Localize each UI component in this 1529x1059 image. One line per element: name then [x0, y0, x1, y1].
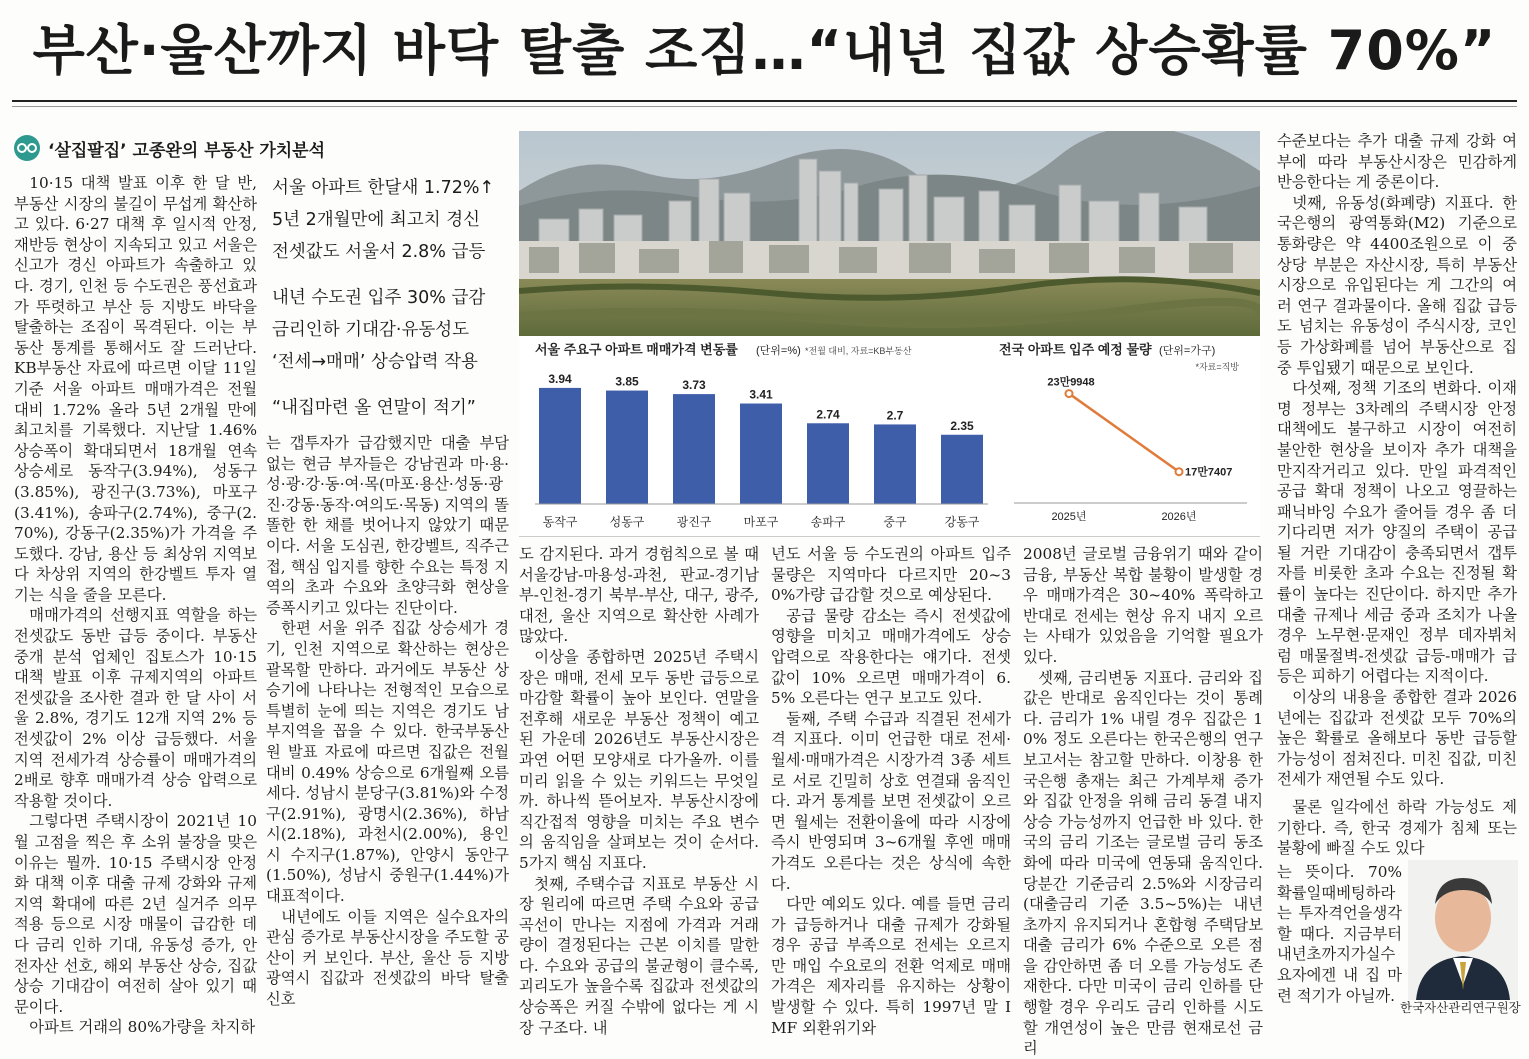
paragraph: 아파트 거래의 80%가량을 차지하 [29, 1018, 256, 1037]
paragraph: 이상의 내용을 종합한 결과 2026년에는 집값과 전셋값 모두 70%의 높은 확률로 올해보다 동반 급등할 가능성이 점쳐진다. 미친 집값, 미친 전세가 재연될 수도 있다. [1277, 688, 1517, 789]
bar [673, 394, 715, 504]
bar-chart-unit: (단위=%) [756, 345, 801, 357]
line-category-label: 2026년 [1161, 511, 1197, 523]
bar-category-label: 송파구 [810, 515, 846, 529]
article-column-5 [1023, 544, 1263, 1059]
series-line [1069, 394, 1179, 472]
bar-value-label: 3.94 [548, 371, 572, 386]
subhead-1: 서울 아파트 한달새 1.72%↑ [272, 178, 495, 198]
paragraph: 공급 물량 감소는 즉시 전셋값에 영향을 미치고 매매가격에도 상승 압력으로 작용한다는 얘기다. 전셋값이 10% 오르면 매매가격이 6.5% 오른다는 연구 보고도 있다. [771, 606, 1011, 708]
bar-chart-note: *전월 대비, 자료=KB부동산 [805, 346, 912, 356]
bar-category-label: 중구 [883, 515, 907, 529]
column-kicker [14, 135, 325, 161]
subhead-4: 내년 수도권 입주 30% 급감 [272, 288, 486, 308]
article-column-4 [771, 544, 1011, 1038]
paragraph: 다섯째, 정책 기조의 변화다. 이재명 정부는 3차례의 주택시장 안정 대책에도 불구하고 시장이 여전히 불안한 현상을 보이자 추가 대책을 만지작거리고 있다. 만일 파격적인 공급 확대 정책이 나오고 영끌하는 패닉바잉 수요가 줄어들 경우 좀 더 기다리면 저가 양질의 주택이 공급될 거란 기대감이 충족되면서 갭투자를 비롯한 초과 수요는 진정될 확률이 높다는 진단이다. 하지만 추가 대출 규제나 세금 중과 조치가 나올 경우 노무현·문재인 정부 데자뷔처럼 매물절벽-전셋값 급등-매매가 급등은 피하기 어렵다는 지적이다. [1277, 379, 1517, 686]
bar-category-label: 마포구 [743, 515, 779, 529]
subhead-5: 금리인하 기대감·유동성도 [272, 320, 470, 340]
line-chart-unit: (단위=가구) [1159, 345, 1216, 357]
headline-rule-thin [12, 106, 1517, 107]
bar [874, 424, 916, 504]
bar-value-label: 3.85 [615, 374, 639, 389]
paragraph: 는 갭투자가 급감했지만 대출 부담 없는 현금 부자들은 강남권과 마·용·성·광·강·동·여·목(마포·용산·성동·광진·강동·동작·여의도·목동) 지역의 똘똘한 한 채를 벗어나지 않았기 때문이다. 서울 도심권, 한강벨트, 직주근접, 핵심 입지를 향한 수요는 특정 지역의 초과 수요와 초양극화 현상을 증폭시키고 있다는 진단이다. [266, 434, 509, 617]
paragraph: 이상을 종합하면 2025년 주택시장은 매매, 전세 모두 동반 급등으로 마감할 확률이 높아 보인다. 연말을 전후해 새로운 부동산 정책이 예고된 가운데 2026년도 부동산시장은 과연 어떤 모양새로 다가올까. 이를 미리 읽을 수 있는 키워드는 무엇일까. 하나씩 뜯어보자. 부동산시장에 직간접적 영향을 미치는 주요 변수의 움직임을 살펴보는 것이 순서다. 5가지 핵심 지표다. [519, 647, 759, 872]
subhead-3: 전셋값도 서울서 2.8% 급등 [272, 242, 486, 262]
line-point [1066, 390, 1073, 397]
article-column-2 [266, 433, 509, 1010]
paragraph: 한편 서울 위주 집값 상승세가 경기, 인천 지역으로 확산하는 현상은 괄목할 만하다. 과거에도 부동산 상승기에 나타나는 전형적인 모습으로 특별히 눈에 띄는 지역은 경기도 남부지역을 꼽을 수 있다. 한국부동산원 발표 자료에 따르면 집값은 전월 대비 0.49% 상승으로 6개월째 오름세다. 성남시 분당구(3.81%)와 수정구(2.91%), 광명시(2.36%), 하남시(2.18%), 과천시(2.00%), 용인시 수지구(1.87%), 안양시 동안구(1.50%), 성남시 중원구(1.44%)가 대표적이다. [266, 619, 509, 906]
bar-chart [519, 336, 1260, 536]
paragraph: 2008년 글로벌 금융위기 때와 같이 금융, 부동산 복합 불황이 발생할 경우 매매가격은 30~40% 폭락하고 반대로 전세는 현상 유지 내지 오르는 사태가 있었음을 기억할 필요가 있다. [1023, 545, 1263, 666]
paragraph: 10·15 대책 발표 이후 한 달 반, 부동산 시장의 불길이 무섭게 확산하고 있다. 6·27 대책 후 일시적 안정, 재반등 현상이 지속되고 있고 서울은 신고가 경신 아파트가 속출하고 있다. 경기, 인천 등 수도권은 풍선효과가 뚜렷하고 부산 등 지방도 바닥을 탈출하는 조짐이 목격된다. 이는 부동산 통계를 통해서도 잘 드러난다. KB부동산 자료에 따르면 이달 11일 기준 서울 아파트 매매가격은 전월 대비 1.72% 올라 5년 2개월 만에 최고치를 기록했다. 지난달 1.46% 상승폭이 확대되면서 18개월 연속 상승세로 동작구(3.94%), 성동구(3.85%), 광진구(3.73%), 마포구(3.41%), 송파구(2.74%), 중구(2.70%), 강동구(2.35%)가 가격을 주도했다. 강남, 용산 등 최상위 지역보다 차상위 지역의 한강벨트 투자 열기는 식을 줄을 모른다. [14, 174, 257, 604]
article-column-6 [1277, 131, 1517, 790]
paragraph: 물론 일각에선 하락 가능성도 제기한다. 즉, 한국 경제가 침체 또는 불황에 빠질 수도 있다 [1277, 798, 1517, 858]
line-chart-note: *자료=직방 [1195, 362, 1239, 372]
subhead-2: 5년 2개월만에 최고치 경신 [272, 210, 481, 230]
bar-value-label: 2.7 [886, 408, 904, 423]
line-category-label: 2025년 [1051, 511, 1087, 523]
paragraph: 도 감지된다. 과거 경험칙으로 볼 때 서울강남-마용성-과천, 판교-경기남부-인천-경기 북부-부산, 대구, 광주, 대전, 울산 지역으로 확산한 사례가 많았다. [519, 545, 759, 646]
bar-category-label: 광진구 [676, 515, 712, 529]
paragraph: 그렇다면 주택시장이 2021년 10월 고점을 찍은 후 소위 불장을 맞은 이유는 뭘까. 10·15 주택시장 안정화 대책 이후 대출 규제 강화와 규제지역 확대에 따른 2년 실거주 의무 적용 등으로 시장 매물이 급감한 데다 금리 인하 기대, 유동성 증가, 안전자산 선호, 해외 부동산 상승, 집값 상승 기대감이 여전히 살아 있기 때문이다. [14, 812, 257, 1016]
article-column-6-continued [1277, 797, 1517, 859]
line-value-label: 23만9948 [1047, 376, 1095, 389]
headline: 부산·울산까지 바닥 탈출 조짐…“내년 집값 상승확률 70%” [32, 19, 1497, 82]
bar [539, 388, 581, 504]
glasses-icon [14, 135, 40, 161]
paragraph: 둘째, 주택 수급과 직결된 전세가격 지표다. 이미 언급한 대로 전세·월세·매매가격은 시장가격 3종 세트로 서로 긴밀히 상호 연결돼 움직인다. 과거 통계를 보면 전셋값이 오르면 월세는 전환이율에 따라 시장에 즉시 반영되며 3~6개월 후엔 매매가격도 오른다는 것은 상식에 속한다. [771, 709, 1011, 893]
kicker-text: ‘살집팔집’ 고종완의 부동산 가치분석 [48, 140, 326, 161]
bar [740, 404, 782, 504]
bar-category-label: 동작구 [542, 515, 578, 529]
line-chart-title: 전국 아파트 입주 예정 물량 [999, 342, 1152, 357]
subhead-6: ‘전세→매매’ 상승압력 작용 [272, 352, 478, 372]
bar-category-label: 강동구 [944, 515, 980, 529]
paragraph: 수준보다는 추가 대출 규제 강화 여부에 따라 부동산시장은 민감하게 반응한다는 게 중론이다. [1277, 132, 1517, 192]
charts-panel [519, 336, 1260, 537]
article-column-3 [519, 544, 759, 1038]
bar-chart-title: 서울 주요구 아파트 매매가격 변동률 [535, 342, 738, 357]
subheads [272, 172, 512, 424]
bar-category-label: 성동구 [609, 515, 645, 529]
author-caption: 한국자산관리연구원장 [1400, 1000, 1521, 1015]
bar-value-label: 2.35 [950, 418, 974, 433]
paragraph: 년도 서울 등 수도권의 아파트 입주 물량은 지역마다 다르지만 20~30%가량 급감할 것으로 예상된다. [771, 545, 1011, 605]
bar-value-label: 3.41 [749, 387, 773, 402]
paragraph: 넷째, 유동성(화폐량) 지표다. 한국은행의 광역통화(M2) 기준으로 통화량은 약 4400조원으로 이 중 상당 부분은 자산시장, 특히 부동산시장으로 유입된다는 게 그간의 여러 연구 결과물이다. 올해 집값 급등도 넘치는 유동성이 주식시장, 코인 등 가상화폐를 넘어 부동산으로 집중 투입됐기 때문으로 보인다. [1277, 193, 1517, 377]
bar [807, 423, 849, 504]
bar [941, 435, 983, 504]
seoul-skyline-photo [519, 131, 1260, 336]
paragraph: 다만 예외도 있다. 예를 들면 금리가 급등하거나 대출 규제가 강화될 경우 공급 부족으로 전세는 오르지만 매입 수요로의 전환 억제로 매매가격은 제자리를 유지하는 상황이 발생할 수 있다. 특히 1997년 말 IMF 외환위기와 [771, 895, 1011, 1037]
author-photo [1408, 860, 1518, 1000]
bar-value-label: 3.73 [682, 378, 706, 393]
paragraph: 내년에도 이들 지역은 실수요자의 관심 증가로 부동산시장을 주도할 공산이 커 보인다. 부산, 울산 등 지방 광역시 집값과 전셋값의 바닥 탈출 신호 [266, 907, 509, 1009]
headline-rule [12, 100, 1517, 102]
bar-value-label: 2.74 [816, 407, 840, 422]
bar [606, 391, 648, 504]
article-column-1 [14, 173, 257, 1038]
paragraph: 셋째, 금리변동 지표다. 금리와 집값은 반대로 움직인다는 것이 통례다. 금리가 1% 내릴 경우 집값은 10% 정도 오른다는 한국은행의 연구 보고서는 참고할 만하다. 이창용 한국은행 총재는 최근 가계부채 증가와 집값 안정을 위해 금리 동결 내지 상승 가능성까지 언급한 바 있다. 한국의 금리 기조는 글로벌 금리 동조화에 따라 미국에 연동돼 움직인다. 당분간 기준금리 2.5%와 시장금리(대출금리 기준 3.5~5%)는 내년 초까지 유지되거나 혼합형 주택담보대출 금리가 6% 수준으로 오른 점을 감안하면 좀 더 오를 가능성도 존재한다. 다만 미국이 금리 인하를 단행할 경우 우리도 금리 인하를 시도할 개연성이 높은 만큼 현재로선 금리 [1023, 668, 1263, 1058]
line-value-label: 17만7407 [1185, 466, 1233, 479]
article-column-6-wrap [1277, 862, 1402, 1006]
subhead-7: “내집마련 올 연말이 적기” [272, 398, 476, 418]
paragraph: 첫째, 주택수급 지표로 부동산 시장 원리에 따르면 주택 수요와 공급 곡선이 만나는 지점에 가격과 거래량이 결정된다는 근본 이치를 말한다. 수요와 공급의 불균형이 클수록, 괴리도가 높을수록 집값과 전셋값의 상승폭은 커질 수밖에 없다는 게 시장 구조다. 내 [519, 874, 759, 1037]
paragraph: 는 뜻이다. 70% 확률일때베팅하라는 투자격언을생각할 때다. 지금부터 내년초까지가실수요자에겐 내 집 마련 적기가 아닐까. [1277, 863, 1402, 1005]
line-point [1176, 468, 1183, 475]
paragraph: 매매가격의 선행지표 역할을 하는 전셋값도 동반 급등 중이다. 부동산 중개 분석 업체인 집토스가 10·15 대책 발표 이후 규제지역의 아파트 전셋값을 조사한 결과 한 달 사이 서울 2.8%, 경기도 12개 지역 2% 등 전셋값이 2% 이상 급등했다. 서울 지역 전세가격 상승률이 매매가격의 2배로 향후 매매가격 상승 압력으로 작용할 것이다. [14, 606, 257, 810]
